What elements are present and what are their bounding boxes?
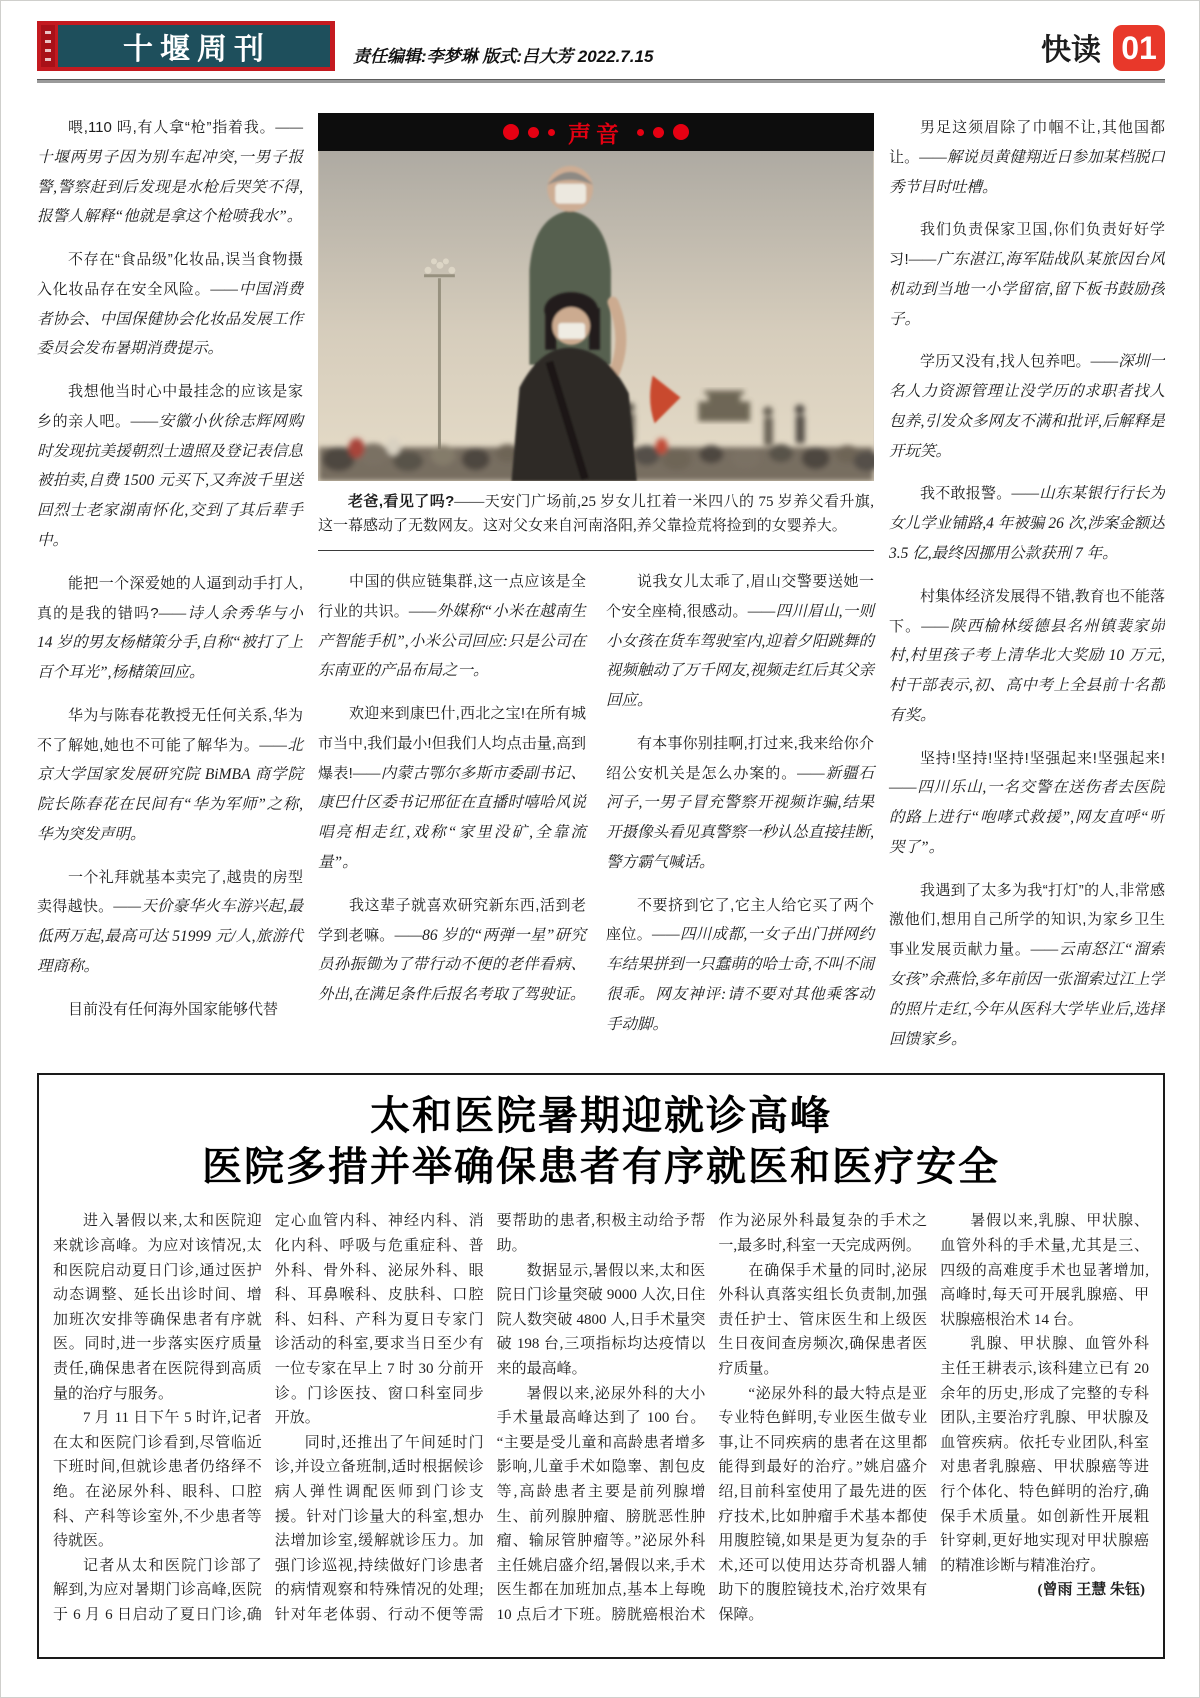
quote-attribution: ——陕西榆林绥德县名州镇裴家峁村,村里孩子考上清华北大奖励 10 万元,村干部表示,初、高中考上全县前十名都有奖。	[889, 617, 1165, 724]
quote-paragraph	[318, 567, 586, 686]
quote-attribution: ——北京大学国家发展研究院 BiMBA 商学院院长陈春花在民间有“华为军师”之称,华为突发声明。	[37, 736, 303, 843]
quote-attribution: ——十堰两男子因为别车起冲突,一男子报警,警察赶到后发现是水枪后哭笑不得,报警人解释“他就是拿这个枪喷我水”。	[37, 119, 303, 226]
quote-attribution: ——云南怒江“溜索女孩”余燕恰,多年前因一张溜索过江上学的照片走红,今年从医科大学毕业后,选择回馈家乡。	[889, 941, 1165, 1048]
quote-lead: 不存在“食品级”化妆品,误当食物摄入化妆品存在安全风险。	[37, 251, 303, 298]
quote-paragraph	[889, 582, 1165, 731]
article-paragraph: 暑假以来,乳腺、甲状腺、血管外科的手术量,尤其是三、四级的高难度手术也显著增加,高峰时,每天可开展乳腺癌、甲状腺癌根治术 14 台。	[940, 1213, 1149, 1328]
red-dot-icon	[548, 129, 555, 136]
red-dot-icon	[673, 124, 689, 140]
quote-attribution: ——解说员黄健翔近日参加某档脱口秀节目时吐槽。	[889, 148, 1165, 196]
article-paragraph: 数据显示,暑假以来,太和医院日门诊量突破 9000 人次,日住院人数突破 4800 人,日手术量突破 198 台,三项指标均达疫情以来的最高峰。	[496, 1262, 706, 1377]
quote-attribution: ——四川乐山,一名交警在送伤者去医院的路上进行“咆哮式救援”,网友直呼“听哭了”。	[889, 779, 1165, 856]
quote-lead: 村集体经济发展得不错,教育也不能落下。	[889, 587, 1165, 635]
quote-attribution: ——四川成都,一女子出门拼网约车结果拼到一只蠢萌的哈士奇,不叫不闹很乖。网友神评:请不要对其他乘客动手动脚。	[606, 926, 874, 1033]
quote-lead: 华为与陈春花教授无任何关系,华为不了解她,她也不可能了解华为。	[37, 706, 303, 754]
quote-attribution: ——四川眉山,一则小女孩在货车驾驶室内,迎着夕阳跳舞的视频触动了万千网友,视频走红后其父亲回应。	[606, 602, 874, 710]
quote-lead: 能把一个深爱她的人逼到动手打人,真的是我的错吗?	[37, 574, 303, 622]
red-dot-icon	[653, 127, 664, 138]
quote-attribution: ——外媒称“小米在越南生产智能手机”,小米公司回应:只是公司在东南亚的产品布局之一。	[318, 602, 586, 680]
voice-section	[37, 113, 1165, 1053]
quote-lead: 喂,110 吗,有人拿“枪”指着我。	[68, 119, 276, 136]
article-headline-line2: 医院多措并举确保患者有序就医和医疗安全	[202, 1145, 1000, 1190]
red-dot-icon	[637, 129, 644, 136]
quote-lead: 学历又没有,找人包养吧。	[920, 353, 1091, 371]
quote-lead: 我们负责保家卫国,你们负责好好学习!	[889, 221, 1165, 269]
quote-paragraph	[606, 891, 874, 1040]
quotes-column-1	[37, 113, 303, 1053]
quote-attribution: ——天价豪华火车游兴起,最低两万起,最高可达 51999 元/人,旅游代理商称。	[37, 898, 303, 976]
article-paragraph: 记者从太和医院门诊部了解到,为应对暑期门诊高峰,医院于 6 月 6 日启动了夏日门诊,确定心血管内科、神经内科、消化内科、呼吸与危重症科、普外科、骨外科、泌尿外科、眼科、耳鼻喉科、皮肤科、口腔科、妇科、产科为夏日专家门诊活动的科室,要求当日至少有一位专家在早上 7 时 30 分前开诊。门诊医技、窗口科室同步开放。	[53, 1213, 484, 1623]
quote-paragraph	[37, 995, 303, 1025]
quote-lead: 不要挤到它了,它主人给它买了两个座位。	[606, 896, 874, 944]
article-paragraph: 进入暑假以来,太和医院迎来就诊高峰。为应对该情况,太和医院启动夏日门诊,通过医护动态调整、延长出诊时间、增加班次安排等确保患者有序就医。同时,进一步落实医疗质量责任,确保患者在医院得到高质量的治疗与服务。	[53, 1213, 262, 1402]
red-dot-icon	[503, 124, 519, 140]
quote-attribution: ——内蒙古鄂尔多斯市委副书记、康巴什区委书记邢征在直播时嘻哈风说唱亮相走红,戏称“家里没矿,全靠流量”。	[318, 764, 586, 871]
quotes-column-2	[318, 567, 586, 1053]
voice-middle-columns	[318, 567, 874, 1053]
quote-lead: 我这辈子就喜欢研究新东西,活到老学到老嘛。	[318, 896, 586, 944]
quote-paragraph	[37, 863, 303, 982]
quote-lead: 欢迎来到康巴什,西北之宝!在所有城市当中,我们最小!但我们人均点击量,高到爆表!	[318, 705, 586, 782]
masthead-title: 十堰周刊	[58, 25, 330, 67]
voice-banner	[318, 113, 874, 151]
quote-paragraph	[37, 113, 303, 232]
quote-paragraph	[37, 377, 303, 556]
quote-lead: 有本事你别挂啊,打过来,我来给你介绍公安机关是怎么办案的。	[606, 734, 874, 782]
voice-banner-title: 声音	[568, 120, 624, 147]
quote-lead: 坚持!坚持!坚持!坚强起来!坚强起来!	[920, 749, 1165, 767]
quote-attribution: ——新疆石河子,一男子冒充警察开视频诈骗,结果开摄像头看见真警察一秒认怂直接挂断,警方霸气喊话。	[606, 764, 874, 871]
quote-paragraph	[889, 215, 1165, 334]
masthead-side-strip	[41, 25, 55, 67]
quote-lead: 说我女儿太乖了,眉山交警要送她一个安全座椅,很感动。	[606, 573, 874, 620]
quote-lead: 男足这须眉除了巾帼不让,其他国都让。	[889, 119, 1165, 166]
caption-lead: 老爸,看见了吗?	[348, 493, 455, 510]
page-header	[37, 15, 1165, 71]
quote-lead: 目前没有任何海外国家能够代替	[68, 1000, 279, 1018]
quote-attribution: ——86 岁的“两弹一星”研究员孙振锄为了带行动不便的老伴看病、外出,在满足条件后报名考取了驾驶证。	[318, 926, 586, 1004]
article-body	[53, 1209, 1149, 1645]
header-rule	[37, 79, 1165, 83]
quote-paragraph	[606, 729, 874, 878]
caption-text: ——天安门广场前,25 岁女儿扛着一米四八的 75 岁养父看升旗,这一幕感动了无数网友。这对父女来自河南洛阳,养父靠捡荒将捡到的女婴养大。	[318, 494, 874, 534]
caption-divider	[318, 550, 874, 551]
quote-lead: 我不敢报警。	[920, 485, 1012, 503]
section-label: 快读	[1041, 34, 1101, 67]
quote-attribution: ——山东某银行行长为女儿学业铺路,4 年被骗 26 次,涉案金额达 3.5 亿,最终因挪用公款获刑 7 年。	[889, 485, 1165, 563]
quote-paragraph	[318, 891, 586, 1010]
voice-photo-block	[318, 113, 874, 1053]
article-paragraph: “泌尿外科的最大特点是亚专业特色鲜明,专业医生做专业事,让不同疾病的患者在这里都能得到最好的治疗。”姚启盛介绍,目前科室使用了最先进的医疗技术,比如肿瘤手术基本都使用腹腔镜,如果是更为复杂的手术,还可以使用达芬奇机器人辅助下的腹腔镜技术,治疗效果有保障。	[718, 1385, 928, 1623]
quote-attribution: ——深圳一名人力资源管理让没学历的求职者找人包养,引发众多网友不满和批评,后解释是开玩笑。	[889, 353, 1165, 460]
hospital-article-box	[37, 1073, 1165, 1659]
quote-paragraph	[889, 347, 1165, 466]
quote-attribution: ——诗人余秀华与小 14 岁的男友杨槠策分手,自称“被打了上百个耳光”,杨槠策回应。	[37, 604, 303, 682]
quotes-column-4	[889, 113, 1165, 1053]
quote-paragraph	[37, 701, 303, 850]
red-dot-icon	[528, 127, 539, 138]
quote-lead: 一个礼拜就基本卖完了,越贵的房型卖得越快。	[37, 868, 303, 916]
voice-photo	[318, 151, 874, 481]
quote-attribution: ——广东湛江,海军陆战队某旅因台风机动到当地一小学留宿,留下板书鼓励孩子。	[889, 251, 1165, 328]
article-headline-line1: 太和医院暑期迎就诊高峰	[370, 1094, 832, 1138]
editor-line: 责任编辑:李梦琳 版式:吕大芳 2022.7.15	[353, 47, 654, 66]
photo-caption	[318, 490, 874, 538]
article-paragraph: 7 月 11 日下午 5 时许,记者在太和医院门诊看到,尽管临近下班时间,但就诊患者仍络绎不绝。在泌尿外科、眼科、口腔科、产科等诊室外,不少患者等待就医。	[53, 1410, 262, 1550]
quote-attribution: ——安徽小伙徐志辉网购时发现抗美援朝烈士遗照及登记表信息被拍卖,自费 1500 元买下,又奔波千里送回烈士老家湖南怀化,交到了其后辈手中。	[37, 412, 303, 549]
quote-attribution: ——中国消费者协会、中国保健协会化妆品发展工作委员会发布暑期消费提示。	[37, 280, 303, 358]
quotes-column-3	[606, 567, 874, 1053]
quote-paragraph	[889, 479, 1165, 568]
newspaper-masthead	[37, 21, 335, 71]
quote-lead: 我想他当时心中最挂念的应该是家乡的亲人吧。	[37, 383, 303, 430]
quote-lead: 中国的供应链集群,这一点应该是全行业的共识。	[318, 573, 586, 620]
quote-paragraph	[889, 744, 1165, 863]
article-paragraph: 乳腺、甲状腺、血管外科主任王耕表示,该科建立已有 20 余年的历史,形成了完整的专科团队,主要治疗乳腺、甲状腺及血管疾病。依托专业团队,科室对患者乳腺癌、甲状腺癌等进行个体化、特色鲜明的治疗,确保手术质量。如创新性开展粗针穿刺,更好地实现对甲状腺癌的精准诊断与精准治疗。	[940, 1336, 1149, 1574]
quote-paragraph	[606, 567, 874, 716]
article-paragraph: 在确保手术量的同时,泌尿外科认真落实组长负责制,加强责任护士、管床医生和上级医生日夜间查房频次,确保患者医疗质量。	[718, 1262, 928, 1377]
article-byline: (曾雨 王慧 朱钰)	[1037, 1582, 1145, 1599]
quote-lead: 我遇到了太多为我“打灯”的人,非常感激他们,想用自己所学的知识,为家乡卫生事业发展贡献力量。	[889, 881, 1165, 959]
quote-paragraph	[889, 876, 1165, 1053]
quote-paragraph	[37, 245, 303, 364]
quote-paragraph	[889, 113, 1165, 202]
article-paragraph: 暑假以来,泌尿外科的大小手术量最高峰达到了 100 台。“主要是受儿童和高龄患者增多影响,儿童手术如隐睾、割包皮等,高龄患者主要是前列腺增生、前列腺肿瘤、膀胱恶性肿瘤、输尿管肿瘤等。”泌尿外科主任姚启盛介绍,暑假以来,手术医生都在加班加点,基本上每晚 10 点后才下班。膀胱癌根治术作为泌尿外科最复杂的手术之一,最多时,科室一天完成两例。	[496, 1213, 928, 1623]
page-number-badge: 01	[1113, 25, 1165, 71]
quote-paragraph	[318, 699, 586, 878]
article-paragraph: 同时,还推出了午间延时门诊,并设立备班制,适时根据候诊病人弹性调配医师到门诊支援。针对门诊量大的科室,想办法增加诊室,缓解就诊压力。加强门诊巡视,持续做好门诊患者的病情观察和特殊情况的处理;针对年老体弱、行动不便等需要帮助的患者,积极主动给予帮助。	[274, 1213, 706, 1623]
quote-paragraph	[37, 569, 303, 688]
